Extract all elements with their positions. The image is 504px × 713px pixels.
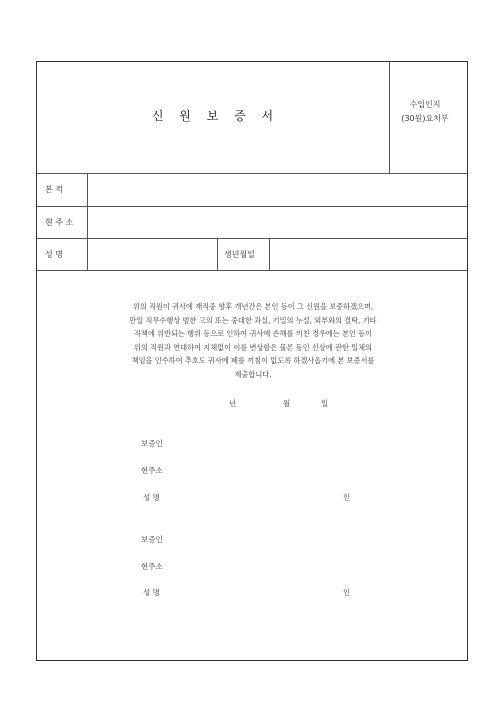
birthdate-label: 생년월일	[224, 250, 255, 259]
stamp-label: 수입인지	[409, 100, 441, 109]
date-month: 월	[283, 399, 291, 408]
row-divider	[37, 206, 467, 207]
date-day: 일	[321, 399, 329, 408]
name-label: 성 명	[45, 250, 63, 259]
guarantor-2-label: 보증인	[141, 535, 163, 544]
birthdate-cell-divider	[269, 238, 270, 270]
statement-line: 제출합니다.	[234, 369, 272, 379]
stamp-note: (30원)요처부	[401, 114, 449, 123]
guarantor-2-name-label: 성 명	[143, 588, 160, 597]
document-title: 신 원 보 증 서	[151, 109, 275, 123]
statement-line: 책임을 인수하여 추호도 귀사에 폐를 끼침이 없도록 하겠사옵기에 본 보증서를	[131, 356, 375, 365]
guarantor-1-address-label: 현주소	[141, 466, 163, 475]
revenue-stamp-box	[393, 98, 457, 126]
statement-line: 직책에 위반되는 행위 등으로 인하여 귀사에 손해를 끼친 경우에는 본인 등이	[133, 329, 373, 338]
guarantor-2-seal: 인	[343, 588, 351, 597]
row-divider	[37, 173, 467, 174]
statement-line: 위의 직원이 귀사에 재직중 향후 개년간은 본인 등이 그 신원을 보증하겠으며,	[132, 302, 374, 311]
guarantee-statement	[61, 300, 445, 381]
domicile-label: 본 적	[45, 185, 63, 194]
guarantor-1-seal: 인	[343, 493, 351, 502]
date-year: 년	[229, 399, 237, 408]
address-label: 현 주 소	[45, 218, 74, 227]
statement-line: 위의 직원과 연대하여 지체없이 이를 변상함은 물론 동인 신상에 관한 일체의	[133, 342, 373, 352]
name-cell-divider	[217, 238, 218, 270]
row-divider	[37, 238, 467, 239]
guarantee-form	[36, 61, 468, 661]
label-column-divider	[87, 173, 88, 270]
guarantor-1-name-label: 성 명	[143, 493, 160, 502]
stamp-divider	[389, 62, 390, 173]
guarantor-1-label: 보증인	[141, 439, 163, 448]
guarantor-2-address-label: 현주소	[141, 562, 163, 571]
row-divider	[37, 270, 467, 271]
statement-line: 만일 직무수행상 범한 고의 또는 중대한 과실, 기밀의 누설, 외부와의 결탁, 기타	[129, 315, 377, 325]
